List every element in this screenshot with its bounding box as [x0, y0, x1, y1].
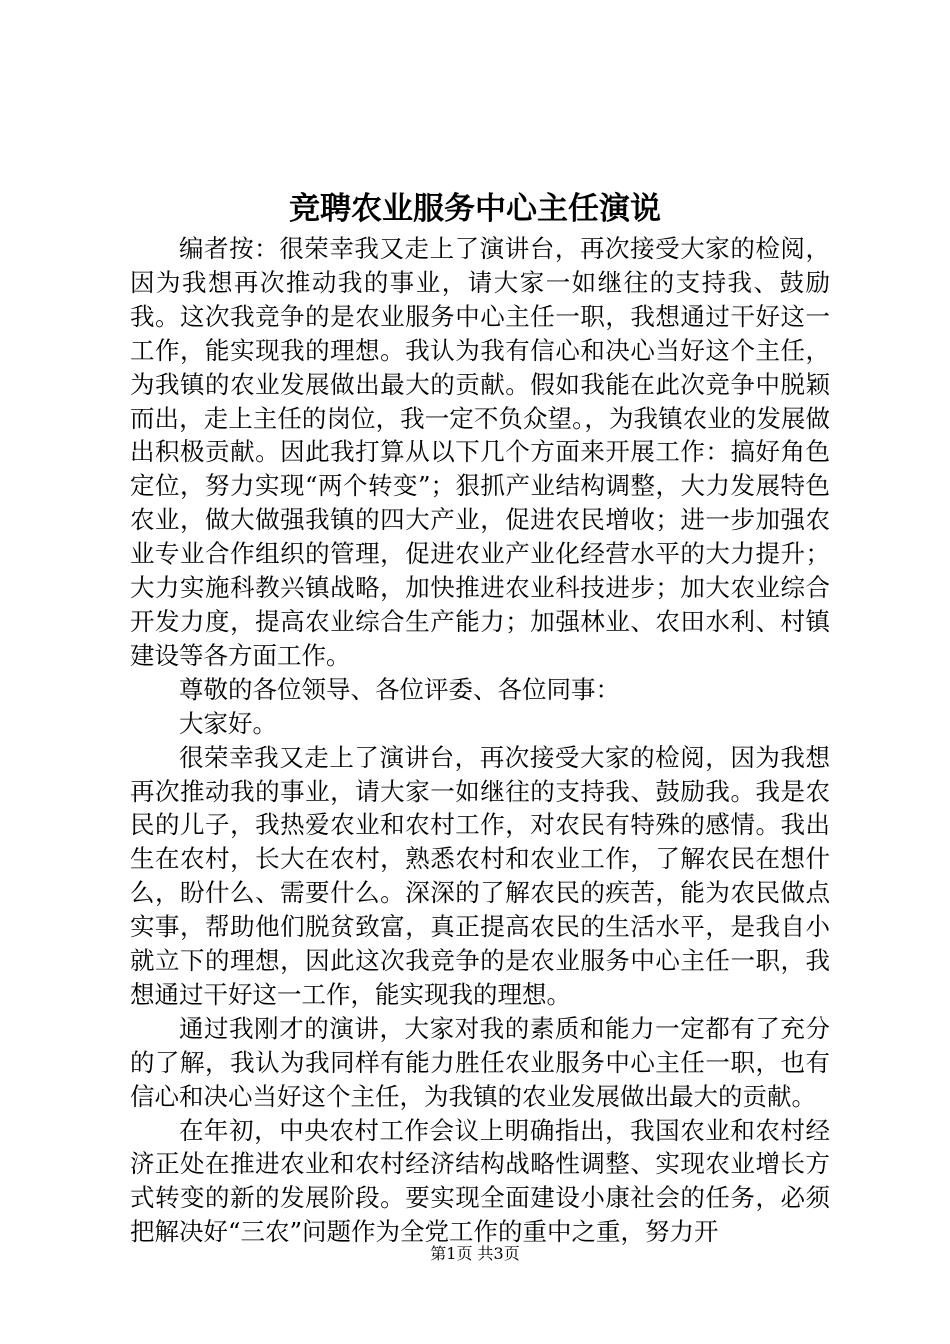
paragraph-editor-note: 编者按：很荣幸我又走上了演讲台，再次接受大家的检阅，因为我想再次推动我的事业，请大家一如继往的支持我、鼓励我。这次我竞争的是农业服务中心主任一职，我想通过干好这一工作，能实现我的理想。我认为我有信心和决心当好这个主任，为我镇的农业发展做出最大的贡献。假如我能在此次竞争中脱颖而出，走上主任的岗位，我一定不负众望。，为我镇农业的发展做出积极贡献。因此我打算从以下几个方面来开展工作：搞好角色定位，努力实现“两个转变”；狠抓产业结构调整，大力发展特色农业，做大做强我镇的四大产业，促进农民增收；进一步加强农业专业合作组织的管理，促进农业产业化经营水平的大力提升；大力实施科教兴镇战略，加快推进农业科技进步；加大农业综合开发力度，提高农业综合生产能力；加强林业、农田水利、村镇建设等各方面工作。: [130, 234, 830, 670]
paragraph-introduction: 很荣幸我又走上了演讲台，再次接受大家的检阅，因为我想再次推动我的事业，请大家一如继往的支持我、鼓励我。我是农民的儿子，我热爱农业和农村工作，对农民有特殊的感情。我出生在农村，长大在农村，熟悉农村和农业工作，了解农民在想什么，盼什么、需要什么。深深的了解农民的疾苦，能为农民做点实事，帮助他们脱贫致富，真正提高农民的生活水平，是我自小就立下的理想，因此这次我竞争的是农业服务中心主任一职，我想通过干好这一工作，能实现我的理想。: [130, 742, 830, 1009]
paragraph-salutation: 尊敬的各位领导、各位评委、各位同事：: [179, 674, 620, 704]
document-title: 竞聘农业服务中心主任演说: [289, 191, 661, 227]
page-footer: 第1页 共3页: [430, 1244, 520, 1263]
paragraph-greeting: 大家好。: [179, 708, 277, 738]
document-body: [130, 232, 830, 1249]
paragraph-policy-background: 在年初，中央农村工作会议上明确指出，我国农业和农村经济正处在推进农业和农村经济结构战略性调整、实现农业增长方式转变的新的发展阶段。要实现全面建设小康社会的任务，必须把解决好“三农”问题作为全党工作的重中之重，努力开: [130, 1115, 830, 1247]
paragraph-capability: 通过我刚才的演讲，大家对我的素质和能力一定都有了充分的了解，我认为我同样有能力胜任农业服务中心主任一职，也有信心和决心当好这个主任，为我镇的农业发展做出最大的贡献。: [130, 1013, 830, 1111]
